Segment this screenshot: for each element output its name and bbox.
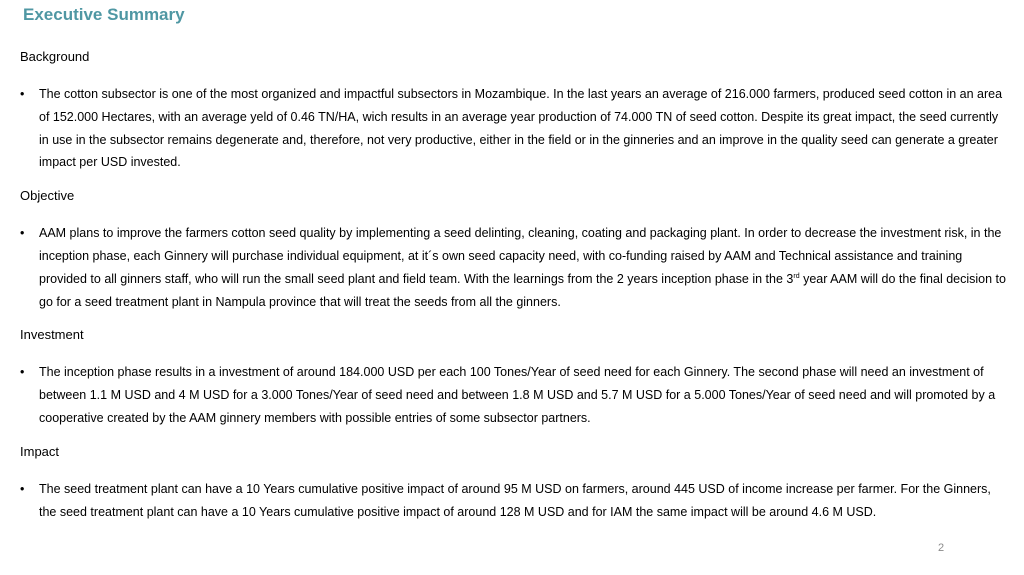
- page-number: 2: [938, 542, 945, 554]
- bullet-icon: •: [20, 365, 25, 380]
- section-heading: Investment: [20, 327, 84, 343]
- bullet-text-part: AAM plans to improve the farmers cotton seed quality by implementing a seed delinting, cleaning, coating and packaging plant. In order to decrease the investment risk, in the inception phase, each Ginnery will purchase individual equipment, at it´s own seed capacity need, with co-funding raised by AAM and Technical assistance and training provided to all ginners staff, who will run the small seed plant and field team. With the learnings from the 2 years inception phase in the 3: [39, 226, 1002, 286]
- bullet-text-part: year AAM will do the final decision to go for a seed treatment plant in Nampula province that will treat the seeds from all the ginners.: [39, 271, 1006, 309]
- section-background: [20, 47, 1010, 174]
- summary-content: [20, 47, 1010, 535]
- section-objective: [20, 186, 1010, 313]
- section-heading: Objective: [20, 188, 75, 204]
- bullet-item: [20, 478, 1010, 524]
- bullet-icon: •: [20, 87, 25, 101]
- section-investment: [20, 325, 1010, 429]
- bullet-icon: •: [20, 226, 25, 241]
- bullet-item: [20, 83, 1010, 174]
- ordinal-suffix: rd: [793, 272, 800, 280]
- bullet-text: The inception phase results in a investment of around 184.000 USD per each 100 Tones/Year of seed need for each Ginnery. The second phase will need an investment of between 1.1 M USD and 4 M USD for a 3.000 Tones/Year of seed need and between 1.8 M USD and 5.7 M USD for a 5.000 Tones/Year of seed need and will promoted by a cooperative created by the AAM ginnery members with possible entries of some subsector partners.: [39, 365, 996, 425]
- bullet-icon: •: [20, 481, 25, 496]
- bullet-item: [20, 222, 1010, 313]
- page-title: Executive Summary: [23, 5, 185, 24]
- bullet-item: [20, 361, 1010, 429]
- section-impact: [20, 442, 1010, 524]
- bullet-text: The seed treatment plant can have a 10 Years cumulative positive impact of around 95 M USD on farmers, around 445 USD of income increase per farmer. For the Ginners, the seed treatment plant can have a 10 Years cumulative positive impact of around 128 M USD and for IAM the same impact will be around 4.6 M USD.: [39, 481, 991, 519]
- bullet-text: The cotton subsector is one of the most organized and impactful subsectors in Mozambique. In the last years an average of 216.000 farmers, produced seed cotton in an area of 152.000 Hectares, with an average yeld of 0.46 TN/HA, wich results in an average year production of 74.000 TN of seed cotton. Despite its great impact, the seed currently in use in the subsector remains degenerate and, therefore, not very productive, either in the field or in the ginneries and an improve in the quality seed can generate a greater impact per USD invested.: [39, 87, 1003, 170]
- section-heading: Background: [20, 49, 90, 64]
- section-heading: Impact: [20, 443, 60, 459]
- bullet-text: [39, 222, 1010, 313]
